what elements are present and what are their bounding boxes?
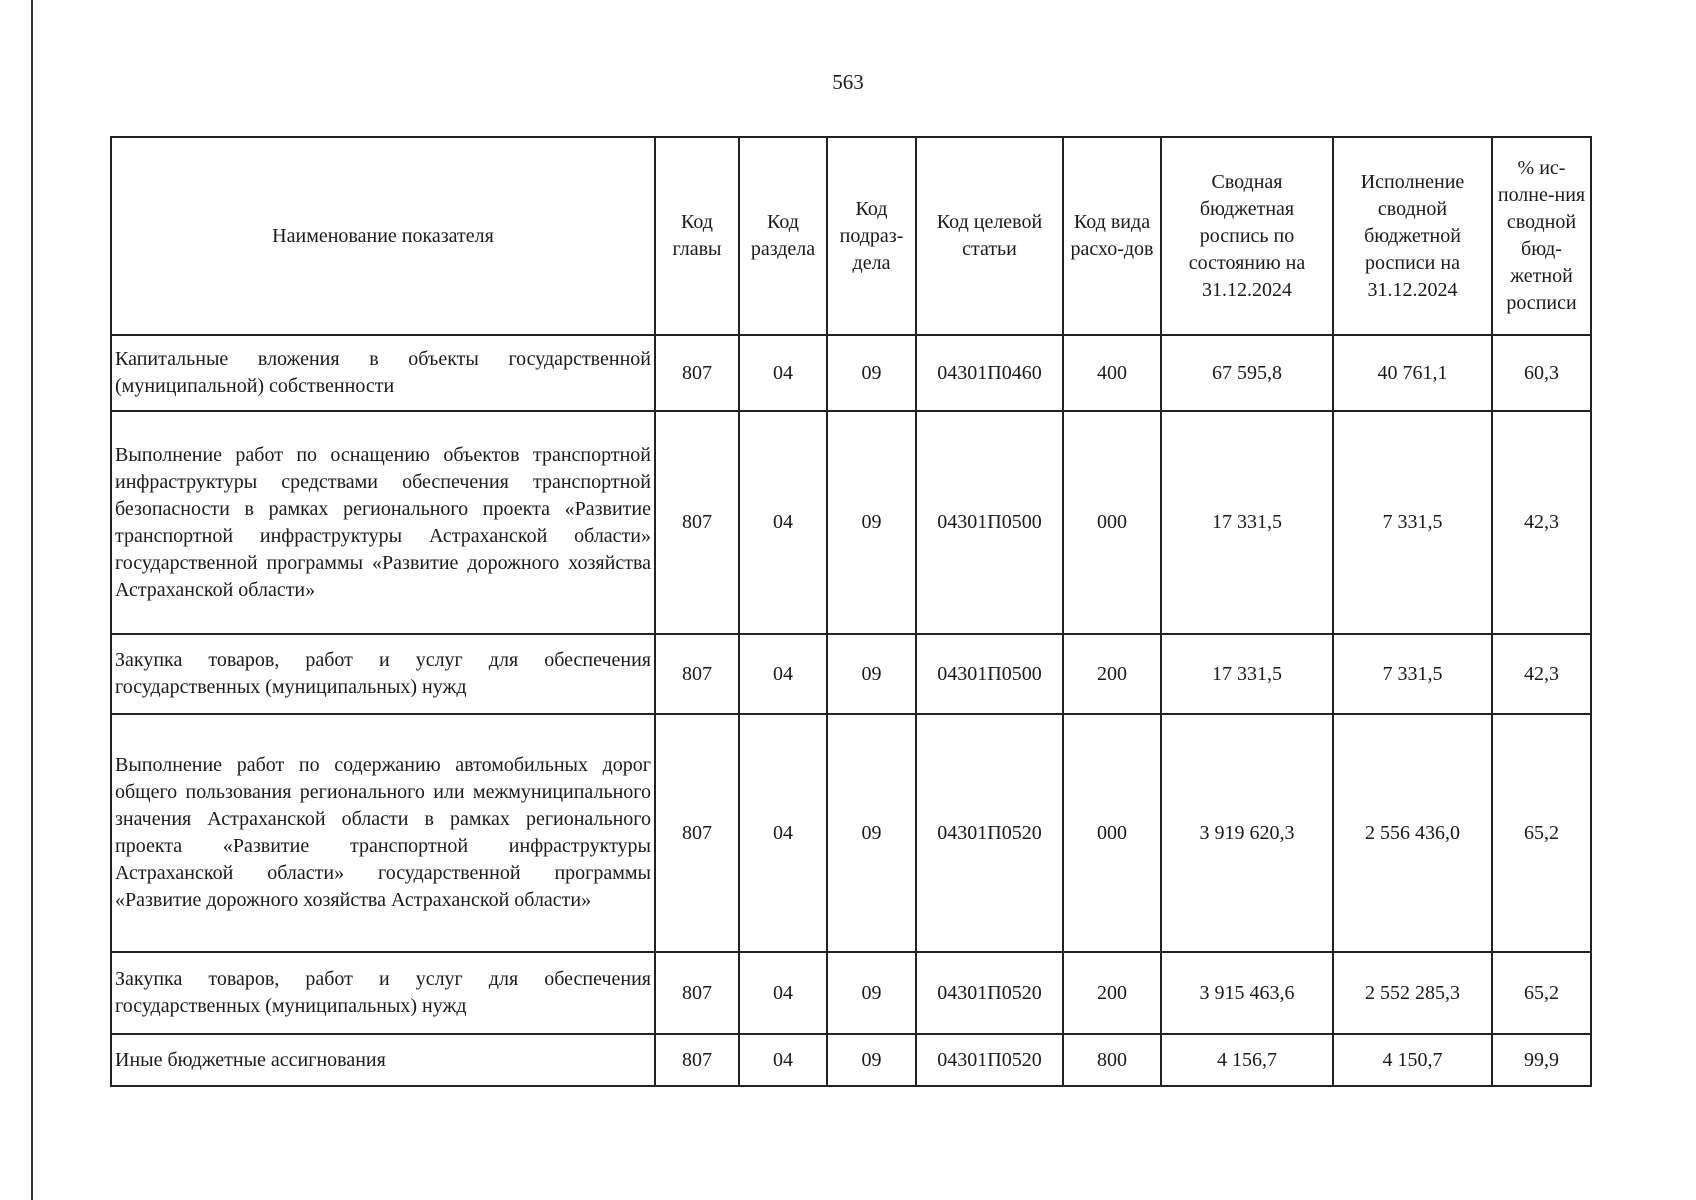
cell-execution: 40 761,1 — [1333, 335, 1492, 411]
cell-section: 04 — [739, 411, 827, 634]
cell-plan: 3 915 463,6 — [1161, 952, 1333, 1034]
cell-execution: 2 556 436,0 — [1333, 714, 1492, 952]
cell-section: 04 — [739, 1034, 827, 1086]
cell-percent: 60,3 — [1492, 335, 1591, 411]
cell-expense-type: 200 — [1063, 952, 1161, 1034]
cell-name: Выполнение работ по оснащению объектов транспортной инфраструктуры средствами обеспечения транспортной безопасности в рамках регионального проекта «Развитие транспортной инфраструктуры Астраханской области» государственной программы «Развитие дорожного хозяйства Астраханской области» — [111, 411, 655, 634]
cell-plan: 17 331,5 — [1161, 411, 1333, 634]
cell-subsection: 09 — [827, 952, 916, 1034]
cell-execution: 7 331,5 — [1333, 411, 1492, 634]
table-row — [111, 714, 1591, 952]
table-row — [111, 634, 1591, 714]
cell-name: Капитальные вложения в объекты государственной (муниципальной) собственности — [111, 335, 655, 411]
cell-plan: 4 156,7 — [1161, 1034, 1333, 1086]
cell-chapter: 807 — [655, 1034, 739, 1086]
cell-target: 04301П0520 — [916, 952, 1063, 1034]
cell-section: 04 — [739, 335, 827, 411]
cell-subsection: 09 — [827, 335, 916, 411]
header-budget-plan: Сводная бюджетная роспись по состоянию на 31.12.2024 — [1161, 137, 1333, 335]
table-row — [111, 952, 1591, 1034]
cell-target: 04301П0500 — [916, 411, 1063, 634]
header-execution-percent: % ис-полне-ния сводной бюд-жетной росписи — [1492, 137, 1591, 335]
cell-expense-type: 800 — [1063, 1034, 1161, 1086]
cell-plan: 17 331,5 — [1161, 634, 1333, 714]
header-chapter-code: Код главы — [655, 137, 739, 335]
cell-target: 04301П0520 — [916, 1034, 1063, 1086]
cell-name: Закупка товаров, работ и услуг для обеспечения государственных (муниципальных) нужд — [111, 952, 655, 1034]
cell-execution: 7 331,5 — [1333, 634, 1492, 714]
page-number: 563 — [832, 70, 864, 94]
header-subsection-code: Код подраз-дела — [827, 137, 916, 335]
cell-percent: 99,9 — [1492, 1034, 1591, 1086]
cell-execution: 2 552 285,3 — [1333, 952, 1492, 1034]
table-row — [111, 411, 1591, 634]
cell-expense-type: 000 — [1063, 411, 1161, 634]
cell-subsection: 09 — [827, 634, 916, 714]
cell-name: Иные бюджетные ассигнования — [111, 1034, 655, 1086]
cell-chapter: 807 — [655, 952, 739, 1034]
table-row — [111, 335, 1591, 411]
cell-target: 04301П0460 — [916, 335, 1063, 411]
cell-expense-type: 200 — [1063, 634, 1161, 714]
cell-name: Выполнение работ по содержанию автомобильных дорог общего пользования регионального или межмуниципального значения Астраханской области в рамках регионального проекта «Развитие транспортной инфраструктуры Астраханской области» государственной программы «Развитие дорожного хозяйства Астраханской области» — [111, 714, 655, 952]
cell-execution: 4 150,7 — [1333, 1034, 1492, 1086]
header-section-code: Код раздела — [739, 137, 827, 335]
cell-chapter: 807 — [655, 634, 739, 714]
table-row — [111, 1034, 1591, 1086]
cell-chapter: 807 — [655, 411, 739, 634]
cell-target: 04301П0520 — [916, 714, 1063, 952]
header-budget-execution: Исполнение сводной бюджетной росписи на 31.12.2024 — [1333, 137, 1492, 335]
cell-name: Закупка товаров, работ и услуг для обеспечения государственных (муниципальных) нужд — [111, 634, 655, 714]
cell-subsection: 09 — [827, 714, 916, 952]
cell-subsection: 09 — [827, 1034, 916, 1086]
cell-section: 04 — [739, 634, 827, 714]
cell-expense-type: 400 — [1063, 335, 1161, 411]
budget-execution-table — [110, 136, 1592, 1087]
cell-subsection: 09 — [827, 411, 916, 634]
left-margin-line — [31, 0, 33, 1200]
cell-section: 04 — [739, 714, 827, 952]
cell-chapter: 807 — [655, 714, 739, 952]
cell-percent: 42,3 — [1492, 634, 1591, 714]
cell-plan: 3 919 620,3 — [1161, 714, 1333, 952]
cell-percent: 65,2 — [1492, 714, 1591, 952]
cell-target: 04301П0500 — [916, 634, 1063, 714]
cell-chapter: 807 — [655, 335, 739, 411]
table-header-row — [111, 137, 1591, 335]
cell-percent: 65,2 — [1492, 952, 1591, 1034]
cell-section: 04 — [739, 952, 827, 1034]
cell-plan: 67 595,8 — [1161, 335, 1333, 411]
cell-percent: 42,3 — [1492, 411, 1591, 634]
header-name: Наименование показателя — [111, 137, 655, 335]
header-expense-type-code: Код вида расхо-дов — [1063, 137, 1161, 335]
header-target-code: Код целевой статьи — [916, 137, 1063, 335]
cell-expense-type: 000 — [1063, 714, 1161, 952]
